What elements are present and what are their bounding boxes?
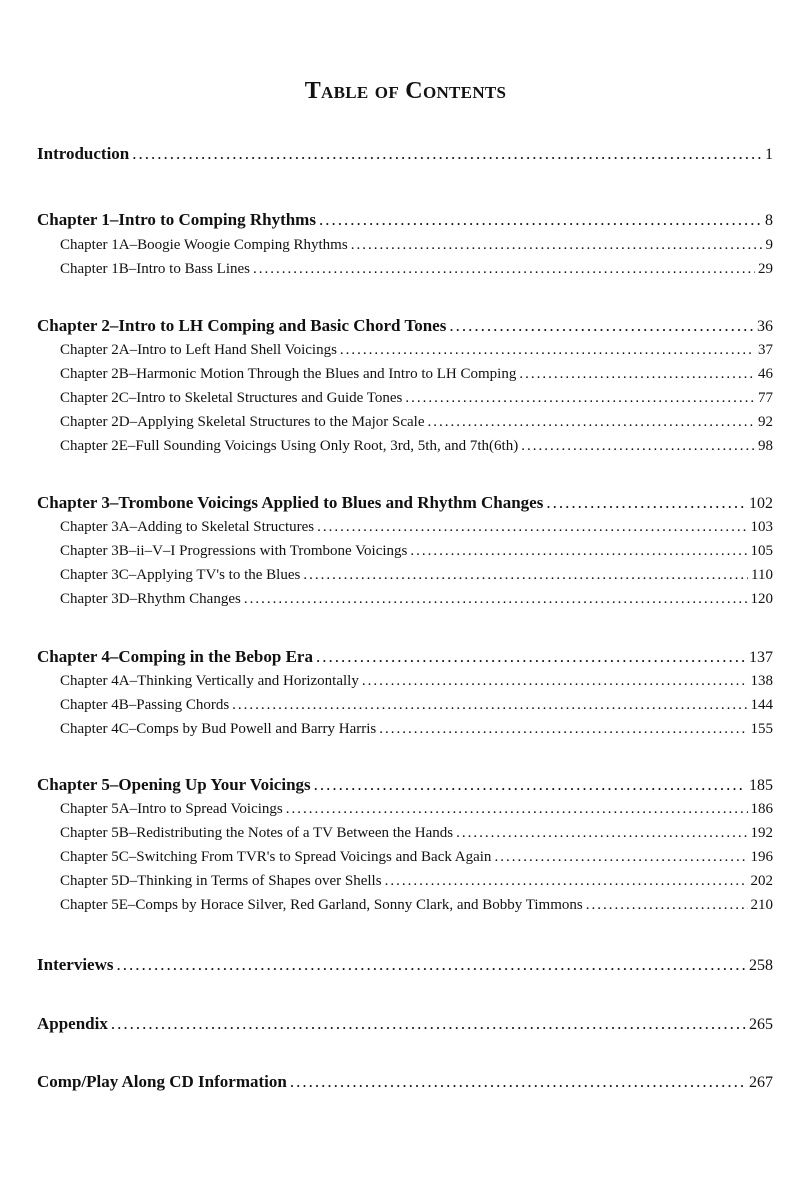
- toc-entry-page: 98: [758, 438, 773, 454]
- toc-entry-chapter-1: [37, 210, 773, 230]
- toc-entry-page: 196: [750, 849, 773, 865]
- toc-entry-label: Chapter 4–Comping in the Bebop Era: [37, 647, 313, 666]
- toc-entry-chapter-1a: [60, 237, 773, 254]
- dot-leader: [319, 210, 762, 230]
- toc-entry-page: 265: [749, 1016, 773, 1033]
- toc-entry-label: Chapter 1–Intro to Comping Rhythms: [37, 210, 316, 229]
- dot-leader: [586, 897, 748, 914]
- toc-entry-page: 202: [750, 873, 773, 889]
- dot-leader: [290, 1072, 746, 1092]
- dot-leader: [317, 519, 747, 536]
- toc-entry-interviews: [37, 955, 773, 975]
- toc-entry-chapter-2: [37, 316, 773, 336]
- toc-entry-page: 144: [750, 697, 773, 713]
- toc-entry-page: 110: [751, 567, 773, 583]
- dot-leader: [379, 721, 747, 738]
- toc-entry-label: Comp/Play Along CD Information: [37, 1072, 287, 1091]
- toc-entry-label: Chapter 5E–Comps by Horace Silver, Red Garland, Sonny Clark, and Bobby Timmons: [60, 897, 583, 913]
- toc-entry-page: 120: [750, 591, 773, 607]
- toc-entry-chapter-5c: [60, 849, 773, 866]
- dot-leader: [546, 493, 746, 513]
- toc-entry-label: Chapter 3D–Rhythm Changes: [60, 591, 241, 607]
- toc-entry-page: 137: [749, 649, 773, 666]
- toc-entry-label: Chapter 1B–Intro to Bass Lines: [60, 261, 250, 277]
- toc-entry-page: 267: [749, 1074, 773, 1091]
- toc-entry-chapter-4a: [60, 673, 773, 690]
- toc-entry-appendix: [37, 1014, 773, 1034]
- toc-entry-page: 46: [758, 366, 773, 382]
- dot-leader: [132, 144, 762, 164]
- toc-entry-page: 186: [750, 801, 773, 817]
- toc-entry-label: Chapter 2B–Harmonic Motion Through the Blues and Intro to LH Comping: [60, 366, 517, 382]
- toc-entry-chapter-5e: [60, 897, 773, 914]
- dot-leader: [449, 316, 754, 336]
- toc-entry-chapter-4b: [60, 697, 773, 714]
- toc-entry-page: 1: [765, 146, 773, 163]
- toc-entry-page: 155: [750, 721, 773, 737]
- toc-entry-page: 192: [750, 825, 773, 841]
- toc-entry-chapter-5a: [60, 801, 773, 818]
- toc-entry-chapter-3: [37, 493, 773, 513]
- toc-entry-page: 37: [758, 342, 773, 358]
- toc-entry-chapter-2b: [60, 366, 773, 383]
- toc-entry-label: Appendix: [37, 1014, 108, 1033]
- dot-leader: [385, 873, 748, 890]
- toc-entry-page: 9: [765, 237, 773, 253]
- toc-entry-label: Chapter 1A–Boogie Woogie Comping Rhythms: [60, 237, 348, 253]
- toc-entry-chapter-2a: [60, 342, 773, 359]
- dot-leader: [116, 955, 746, 975]
- toc-entry-chapter-2c: [60, 390, 773, 407]
- toc-entry-page: 138: [750, 673, 773, 689]
- toc-entry-chapter-2d: [60, 414, 773, 431]
- toc-entry-label: Chapter 5–Opening Up Your Voicings: [37, 775, 311, 794]
- toc-entry-page: 29: [758, 261, 773, 277]
- toc-entry-page: 36: [757, 318, 773, 335]
- dot-leader: [111, 1014, 746, 1034]
- toc-entry-introduction: [37, 144, 773, 164]
- dot-leader: [316, 647, 746, 667]
- toc-entry-chapter-2e: [60, 438, 773, 455]
- toc-entry-label: Chapter 2E–Full Sounding Voicings Using Only Root, 3rd, 5th, and 7th(6th): [60, 438, 519, 454]
- dot-leader: [410, 543, 747, 560]
- toc-entry-page: 77: [758, 390, 773, 406]
- dot-leader: [428, 414, 755, 431]
- toc-entry-page: 258: [749, 957, 773, 974]
- toc-entry-label: Chapter 4C–Comps by Bud Powell and Barry Harris: [60, 721, 377, 737]
- toc-entry-label: Chapter 3B–ii–V–I Progressions with Trombone Voicings: [60, 543, 408, 559]
- toc-entry-label: Introduction: [37, 144, 130, 163]
- toc-entry-page: 8: [765, 212, 773, 229]
- toc-entry-label: Chapter 2D–Applying Skeletal Structures to the Major Scale: [60, 414, 425, 430]
- toc-entry-chapter-5b: [60, 825, 773, 842]
- dot-leader: [286, 801, 748, 818]
- toc-entry-label: Chapter 4A–Thinking Vertically and Horizontally: [60, 673, 359, 689]
- toc-entry-cd-information: [37, 1072, 773, 1092]
- toc-entry-label: Chapter 4B–Passing Chords: [60, 697, 230, 713]
- dot-leader: [340, 342, 755, 359]
- toc-entry-label: Chapter 5D–Thinking in Terms of Shapes over Shells: [60, 873, 382, 889]
- dot-leader: [351, 237, 763, 254]
- toc-entry-chapter-1b: [60, 261, 773, 278]
- dot-leader: [405, 390, 755, 407]
- dot-leader: [494, 849, 747, 866]
- dot-leader: [519, 366, 755, 383]
- dot-leader: [244, 591, 748, 608]
- toc-entry-chapter-5d: [60, 873, 773, 890]
- page-title: Table of Contents: [304, 78, 507, 104]
- dot-leader: [456, 825, 747, 842]
- dot-leader: [521, 438, 755, 455]
- toc-entry-chapter-3d: [60, 591, 773, 608]
- toc-entry-label: Chapter 5B–Redistributing the Notes of a TV Between the Hands: [60, 825, 454, 841]
- toc-entry-label: Chapter 3C–Applying TV's to the Blues: [60, 567, 301, 583]
- toc-entry-page: 102: [749, 495, 773, 512]
- toc-entry-page: 105: [750, 543, 773, 559]
- dot-leader: [253, 261, 755, 278]
- toc-entry-label: Chapter 2C–Intro to Skeletal Structures and Guide Tones: [60, 390, 403, 406]
- toc-entry-label: Chapter 3–Trombone Voicings Applied to Blues and Rhythm Changes: [37, 493, 544, 512]
- toc-entry-label: Chapter 5C–Switching From TVR's to Spread Voicings and Back Again: [60, 849, 492, 865]
- dot-leader: [303, 567, 748, 584]
- toc-entry-label: Chapter 5A–Intro to Spread Voicings: [60, 801, 283, 817]
- toc-entry-page: 92: [758, 414, 773, 430]
- dot-leader: [314, 775, 746, 795]
- toc-entry-page: 210: [750, 897, 773, 913]
- toc-entry-page: 103: [750, 519, 773, 535]
- toc-entry-label: Chapter 2–Intro to LH Comping and Basic Chord Tones: [37, 316, 447, 335]
- toc-entry-chapter-4c: [60, 721, 773, 738]
- dot-leader: [362, 673, 748, 690]
- dot-leader: [232, 697, 747, 714]
- toc-entry-page: 185: [749, 777, 773, 794]
- toc-entry-label: Chapter 3A–Adding to Skeletal Structures: [60, 519, 315, 535]
- toc-entry-chapter-4: [37, 647, 773, 667]
- toc-entry-chapter-3a: [60, 519, 773, 536]
- toc-entry-label: Chapter 2A–Intro to Left Hand Shell Voicings: [60, 342, 337, 358]
- toc-entry-chapter-3b: [60, 543, 773, 560]
- toc-entry-label: Interviews: [37, 955, 114, 974]
- toc-entry-chapter-3c: [60, 567, 773, 584]
- toc-entry-chapter-5: [37, 775, 773, 795]
